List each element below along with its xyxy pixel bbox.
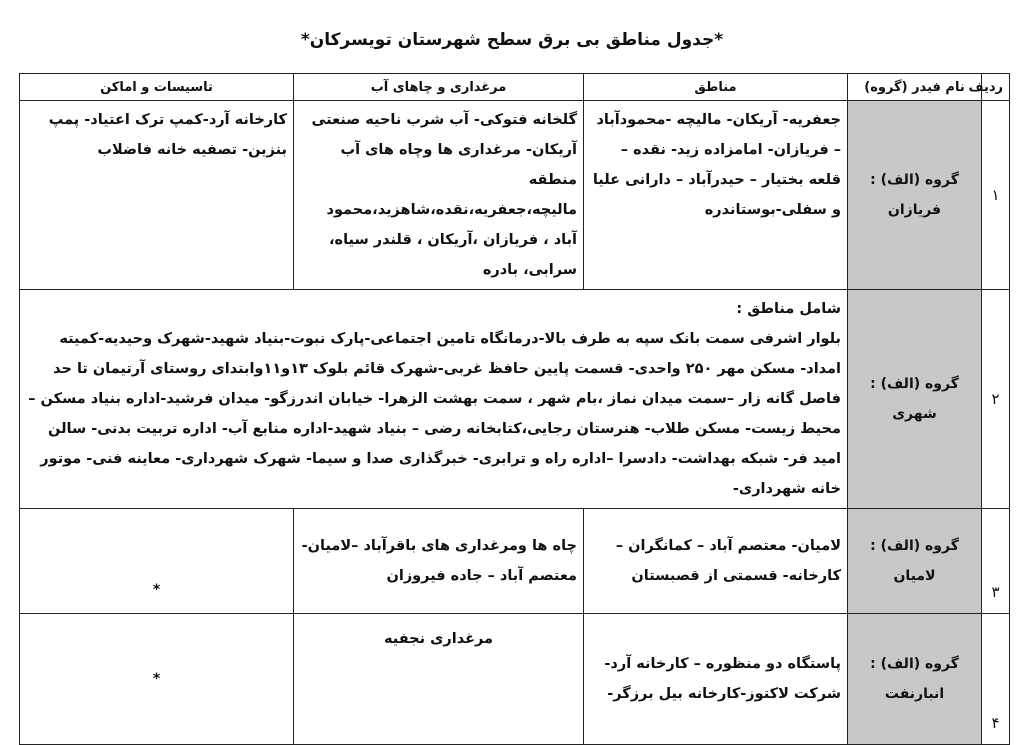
header-farms: مرغداری و چاهای آب — [294, 74, 584, 101]
header-feeder: نام فیدر (گروه) — [848, 74, 982, 101]
row-index: ۴ — [982, 614, 1010, 745]
areas-cell: پاستگاه دو منظوره – کارخانه آرد- شرکت لاکتوز-کارخانه بیل برزگر- — [584, 614, 848, 745]
farms-cell: چاه ها ومرغداری های باقرآباد –لامیان- معتصم آباد – جاده فیروزان — [294, 509, 584, 614]
header-index: ردیف — [982, 74, 1010, 101]
areas-cell: لامیان- معتصم آباد – کمانگران – کارخانه- قسمتی از قصبستان — [584, 509, 848, 614]
table-row — [20, 509, 1010, 614]
areas-cell: جعفریه- آریکان- مالیچه -محمودآباد – فریازان- امامزاده زید- نقده – قلعه بختیار – حیدرآباد – دارانی علیا و سفلی-بوستاندره — [584, 101, 848, 290]
areas-intro: شامل مناطق : — [736, 301, 841, 317]
areas-merged-cell — [20, 290, 848, 509]
row-index: ۱ — [982, 101, 1010, 290]
feeder-name: گروه (الف) : انبارنفت — [848, 614, 982, 745]
page-title: *جدول مناطق بی برق سطح شهرستان تویسرکان* — [300, 30, 724, 50]
header-facilities: تاسیسات و اماکن — [20, 74, 294, 101]
farms-cell: مرغداری نجفیه — [294, 614, 584, 745]
outage-table — [19, 73, 1010, 745]
farms-cell: گلخانه فتوکی- آب شرب ناحیه صنعتی آریکان- مرغداری ها وچاه های آب منطقه مالیچه،جعفریه،نقده،شاهزید،محمود آباد ، فریازان ،آریکان ، قلندر سیاه، سرابی، بادره — [294, 101, 584, 290]
feeder-name: گروه (الف) : لامیان — [848, 509, 982, 614]
header-areas: مناطق — [584, 74, 848, 101]
feeder-name: گروه (الف) : فریازان — [848, 101, 982, 290]
facilities-cell: * — [20, 509, 294, 614]
table-row — [20, 614, 1010, 745]
row-index: ۳ — [982, 509, 1010, 614]
table-header-row — [20, 74, 1010, 101]
facilities-cell: کارخانه آرد-کمپ ترک اعتیاد- پمپ بنزین- تصفیه خانه فاضلاب — [20, 101, 294, 290]
table-row — [20, 290, 1010, 509]
facilities-cell: * — [20, 614, 294, 745]
row-index: ۲ — [982, 290, 1010, 509]
feeder-name: گروه (الف) : شهری — [848, 290, 982, 509]
areas-text: بلوار اشرفی سمت بانک سپه به طرف بالا-درمانگاه تامین اجتماعی-پارک نبوت-بنیاد شهید-شهرک وحیدیه-کمیته امداد- مسکن مهر ۲۵۰ واحدی- قسمت پایین حافظ غربی-شهرک قائم بلوک ۱۳و۱۱وابتدای روستای آرتیمان تا حد فاصل گانه زار –سمت میدان نماز ،بام شهر ، سمت بهشت الزهرا- خیابان اندرزگو- میدان فرشید-اداره بنیاد مسکن – محیط زیست- مسکن طلاب- هنرستان رجایی،کتابخانه رضی – بنیاد شهید-اداره منابع آب- اداره تربیت بدنی- سالن امید فر- شبکه بهداشت- دادسرا –اداره راه و ترابری- خبرگذاری صدا و سیما- شهرک شهرداری- معاینه فنی- موتور خانه شهرداری- — [28, 331, 841, 497]
table-row — [20, 101, 1010, 290]
